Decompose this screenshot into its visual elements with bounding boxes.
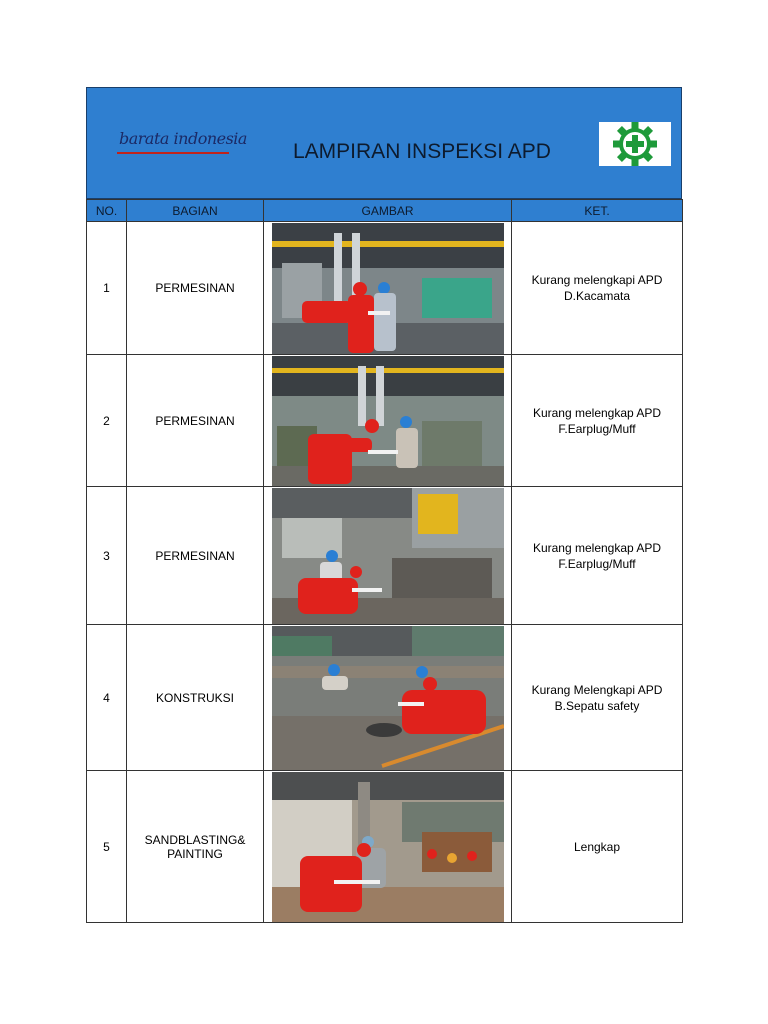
table-row: [87, 222, 683, 355]
row-bagian: [127, 771, 264, 923]
row-keterangan: [512, 487, 683, 625]
barata-indonesia-logo: [117, 126, 247, 158]
table-header-row: [87, 200, 683, 222]
row-number: 3: [87, 487, 127, 625]
keterangan-line1: Kurang melengkapi APD: [531, 273, 663, 287]
keterangan-line1: Kurang melengkap APD: [532, 540, 662, 555]
inspection-photo: [272, 356, 504, 486]
row-bagian: KONSTRUKSI: [127, 625, 264, 771]
keterangan-line2: F.Earplug/Muff: [558, 421, 636, 436]
row-photo: [264, 355, 512, 487]
row-bagian: PERMESINAN: [127, 355, 264, 487]
table-row: [87, 771, 683, 923]
keterangan-line2: B.Sepatu safety: [554, 698, 640, 713]
keterangan-line2: D.Kacamata: [563, 289, 631, 303]
table-row: [87, 355, 683, 487]
inspection-photo: [272, 772, 504, 922]
k3-safety-logo: [599, 122, 671, 166]
row-photo: [264, 222, 512, 355]
inspection-photo: [272, 626, 504, 770]
bagian-line1: SANDBLASTING&: [144, 832, 246, 847]
row-number: 4: [87, 625, 127, 771]
column-header-no: NO.: [87, 200, 127, 222]
row-keterangan: [512, 222, 683, 355]
header-banner: [86, 87, 682, 199]
green-cross-gear-icon: [599, 122, 671, 166]
table-row: [87, 625, 683, 771]
row-keterangan: [512, 625, 683, 771]
row-keterangan: [512, 771, 683, 923]
keterangan-line1: Kurang melengkap APD: [532, 405, 662, 420]
row-number: 5: [87, 771, 127, 923]
inspection-photo: [272, 223, 504, 354]
row-keterangan: [512, 355, 683, 487]
inspection-photo: [272, 488, 504, 624]
inspection-table: [86, 199, 683, 923]
logo-text: barata indonesia: [119, 129, 247, 148]
column-header-gambar: GAMBAR: [264, 200, 512, 222]
column-header-ket: KET.: [512, 200, 683, 222]
row-number: 2: [87, 355, 127, 487]
keterangan-line1: Kurang Melengkapi APD: [531, 682, 663, 697]
row-bagian: PERMESINAN: [127, 487, 264, 625]
table-row: [87, 487, 683, 625]
row-bagian: PERMESINAN: [127, 222, 264, 355]
row-photo: [264, 771, 512, 923]
column-header-bagian: BAGIAN: [127, 200, 264, 222]
inspection-sheet: [86, 87, 682, 923]
row-photo: [264, 625, 512, 771]
bagian-line2: PAINTING: [167, 846, 223, 861]
row-number: 1: [87, 222, 127, 355]
keterangan-line1: Lengkap: [573, 839, 621, 854]
page-title: LAMPIRAN INSPEKSI APD: [293, 140, 551, 163]
keterangan-line2: F.Earplug/Muff: [558, 556, 636, 571]
logo-underline: [117, 152, 229, 154]
row-photo: [264, 487, 512, 625]
